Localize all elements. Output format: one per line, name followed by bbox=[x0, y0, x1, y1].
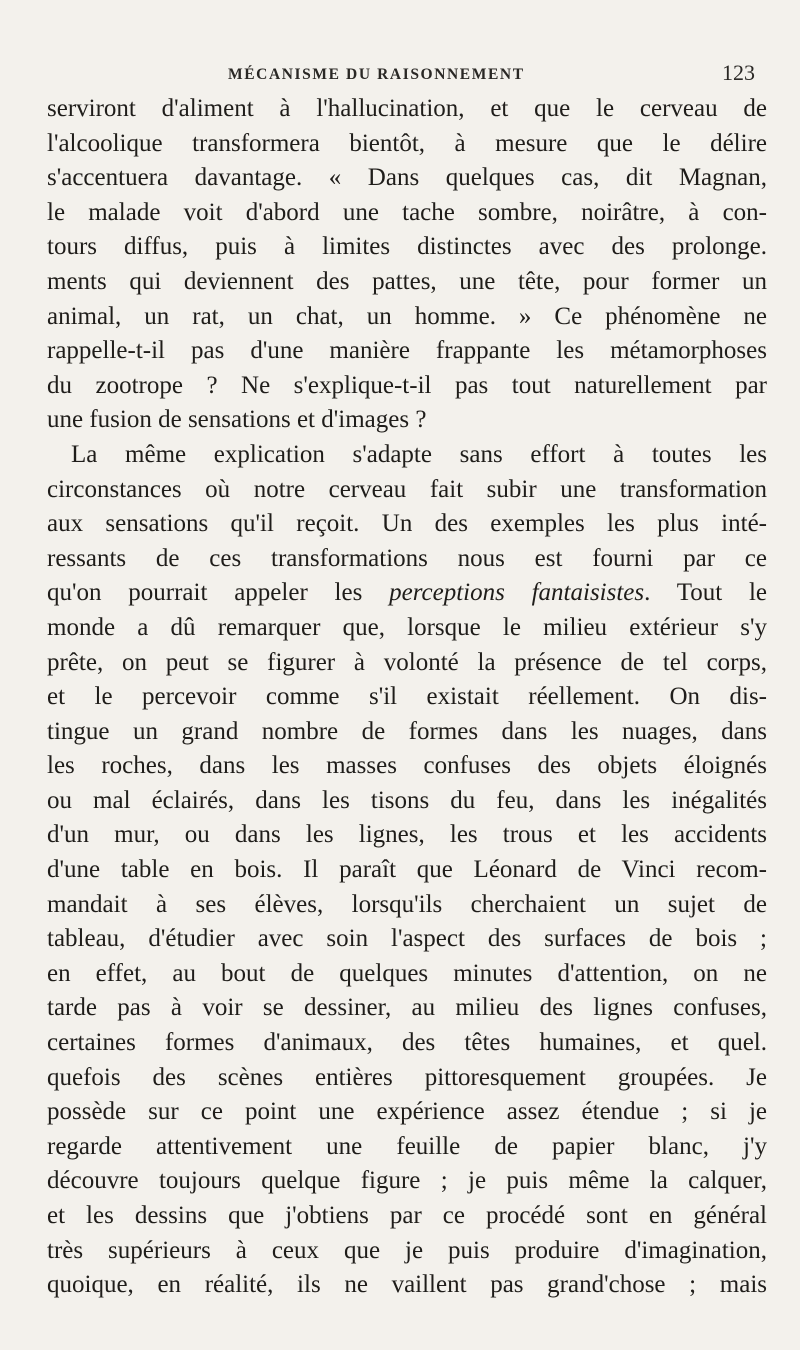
text-line: quefois des scènes entières pittoresquement groupées. Je bbox=[47, 1063, 767, 1091]
text-line: La même explication s'adapte sans effort à toutes les bbox=[71, 440, 767, 468]
page-number: 123 bbox=[722, 60, 755, 85]
text-line: prête, on peut se figurer à volonté la présence de tel corps, bbox=[47, 648, 767, 676]
text-line: serviront d'aliment à l'hallucination, et que le cerveau de bbox=[47, 95, 767, 122]
text-line: et le percevoir comme s'il existait réellement. On dis- bbox=[47, 683, 767, 711]
text-line: en effet, au bout de quelques minutes d'attention, on ne bbox=[47, 959, 767, 987]
text-line: l'alcoolique transformera bientôt, à mesure que le délire bbox=[47, 129, 767, 157]
text-line: d'un mur, ou dans les lignes, les trous et les accidents bbox=[47, 821, 767, 849]
text-line: rappelle-t-il pas d'une manière frappante les métamorphoses bbox=[47, 337, 767, 365]
text-line: s'accentuera davantage. « Dans quelques cas, dit Magnan, bbox=[47, 164, 767, 192]
text-line: circonstances où notre cerveau fait subir une transformation bbox=[47, 475, 767, 503]
text-line: et les dessins que j'obtiens par ce procédé sont en général bbox=[47, 1202, 767, 1229]
text-line: les roches, dans les masses confuses des objets éloignés bbox=[47, 752, 767, 780]
text-line: possède sur ce point une expérience assez étendue ; si je bbox=[47, 1098, 767, 1126]
page-header bbox=[0, 56, 800, 86]
text-line: qu'on pourrait appeler les perceptions fantaisistes. Tout le bbox=[47, 579, 767, 607]
text-line: certaines formes d'animaux, des têtes humaines, et quel. bbox=[47, 1029, 767, 1057]
text-line: une fusion de sensations et d'images ? bbox=[47, 406, 427, 434]
text-line: tingue un grand nombre de formes dans les nuages, dans bbox=[47, 717, 767, 745]
body-text bbox=[47, 92, 767, 1303]
text-line: ou mal éclairés, dans les tisons du feu, dans les inégalités bbox=[47, 786, 767, 814]
text-line: monde a dû remarquer que, lorsque le milieu extérieur s'y bbox=[47, 613, 767, 641]
text-line: animal, un rat, un chat, un homme. » Ce phénomène ne bbox=[47, 302, 767, 330]
text-line: aux sensations qu'il reçoit. Un des exemples les plus inté- bbox=[47, 510, 767, 538]
text-line: tours diffus, puis à limites distinctes avec des prolonge. bbox=[47, 233, 767, 261]
text-line: quoique, en réalité, ils ne vaillent pas grand'chose ; mais bbox=[47, 1271, 767, 1299]
text-line: ments qui deviennent des pattes, une tête, pour former un bbox=[47, 267, 767, 295]
text-line: très supérieurs à ceux que je puis produire d'imagination, bbox=[47, 1236, 767, 1264]
text-line: le malade voit d'abord une tache sombre, noirâtre, à con- bbox=[47, 198, 767, 226]
text-line: découvre toujours quelque figure ; je puis même la calquer, bbox=[47, 1167, 767, 1195]
text-line: mandait à ses élèves, lorsqu'ils cherchaient un sujet de bbox=[47, 890, 767, 918]
text-line: tableau, d'étudier avec soin l'aspect des surfaces de bois ; bbox=[47, 925, 767, 953]
text-line: du zootrope ? Ne s'explique-t-il pas tout naturellement par bbox=[47, 371, 767, 399]
running-title: MÉCANISME DU RAISONNEMENT bbox=[228, 66, 525, 83]
text-line: regarde attentivement une feuille de papier blanc, j'y bbox=[47, 1132, 767, 1160]
italic-term: perceptions fantaisistes bbox=[389, 579, 645, 607]
text-line: tarde pas à voir se dessiner, au milieu des lignes confuses, bbox=[47, 994, 767, 1022]
text-line: d'une table en bois. Il paraît que Léonard de Vinci recom- bbox=[47, 856, 767, 884]
text-line: ressants de ces transformations nous est fourni par ce bbox=[47, 544, 767, 572]
